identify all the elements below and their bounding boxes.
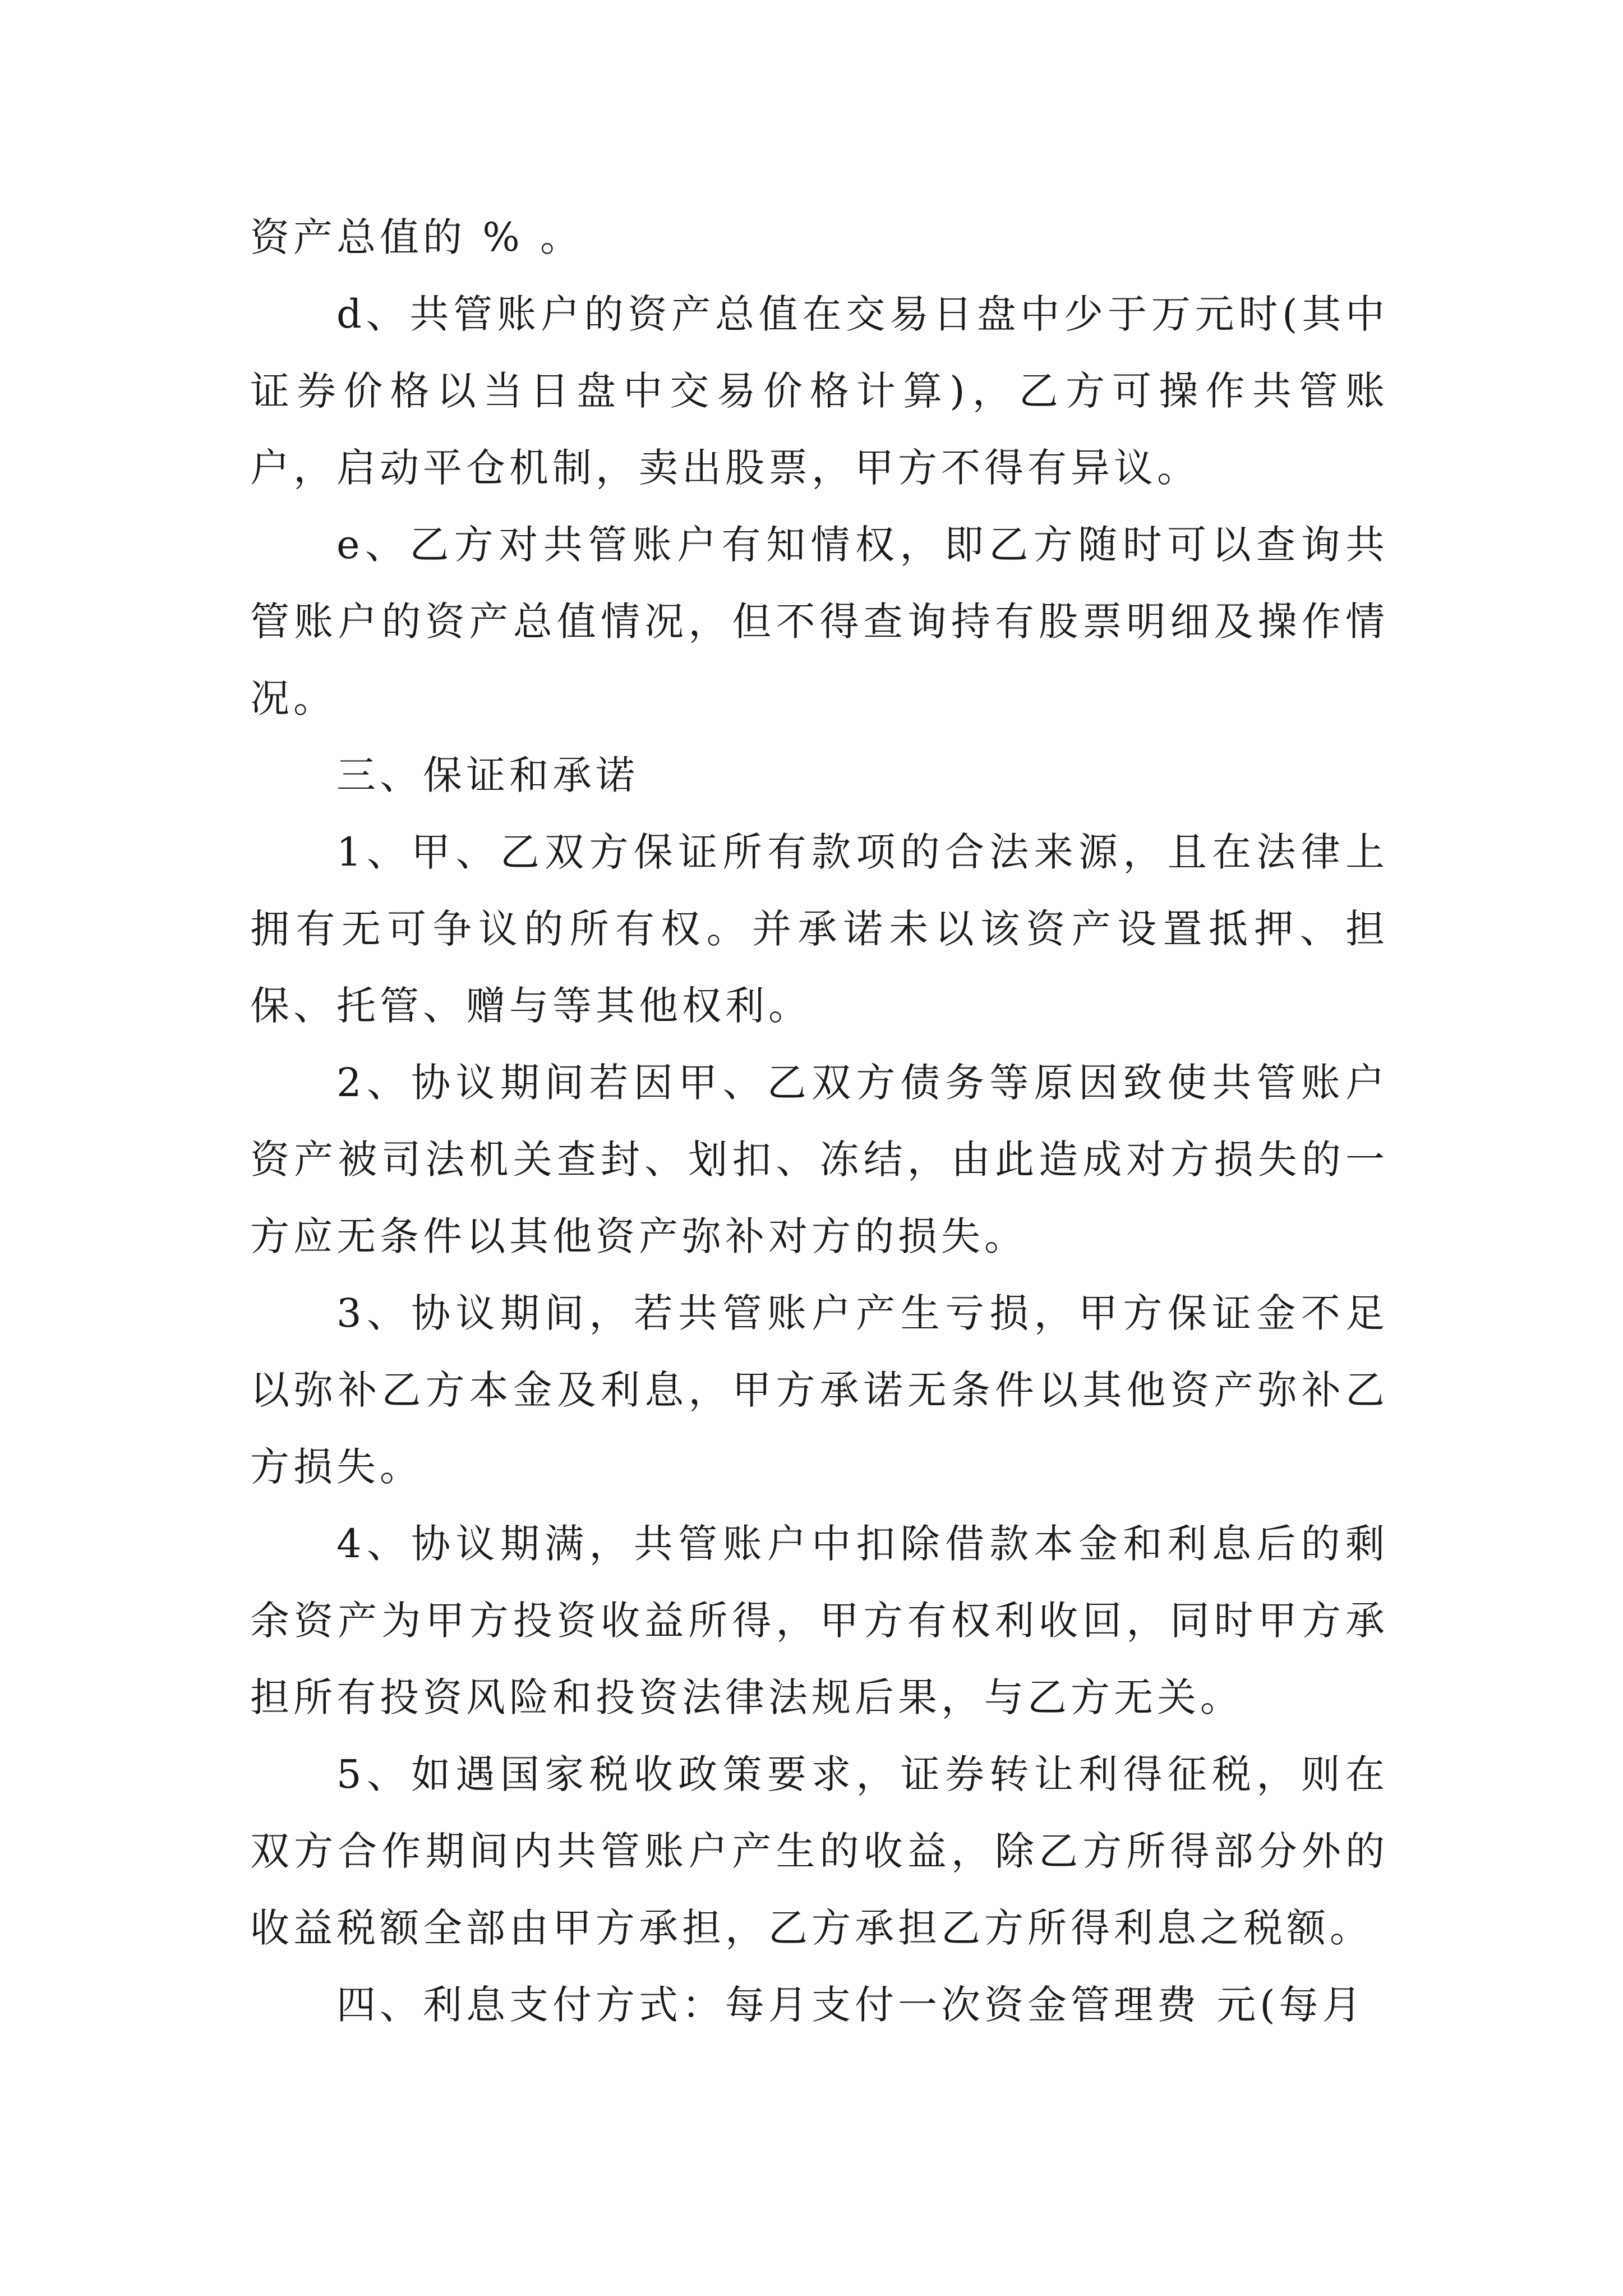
document-body bbox=[250, 199, 1389, 2044]
paragraph-clause-d: d、共管账户的资产总值在交易日盘中少于万元时(其中证券价格以当日盘中交易价格计算)，乙方可操作共管账户，启动平仓机制，卖出股票，甲方不得有异议。 bbox=[250, 291, 1389, 491]
paragraph-item-3: 3、协议期间，若共管账户产生亏损，甲方保证金不足以弥补乙方本金及利息，甲方承诺无条件以其他资产弥补乙方损失。 bbox=[250, 1290, 1389, 1490]
paragraph-item-1: 1、甲、乙双方保证所有款项的合法来源，且在法律上拥有无可争议的所有权。并承诺未以该资产设置抵押、担保、托管、赠与等其他权利。 bbox=[250, 829, 1389, 1029]
section-heading-guarantees: 三、保证和承诺 bbox=[336, 752, 639, 798]
paragraph-item-2: 2、协议期间若因甲、乙双方债务等原因致使共管账户资产被司法机关查封、划扣、冻结，由此造成对方损失的一方应无条件以其他资产弥补对方的损失。 bbox=[250, 1060, 1389, 1259]
paragraph-clause-e: e、乙方对共管账户有知情权，即乙方随时可以查询共管账户的资产总值情况，但不得查询持有股票明细及操作情况。 bbox=[250, 522, 1389, 721]
paragraph-item-4: 4、协议期满，共管账户中扣除借款本金和利息后的剩余资产为甲方投资收益所得，甲方有权利收回，同时甲方承担所有投资风险和投资法律法规后果，与乙方无关。 bbox=[250, 1521, 1389, 1720]
paragraph-continuation: 资产总值的 % 。 bbox=[250, 214, 584, 260]
section-heading-interest-payment: 四、利息支付方式：每月支付一次资金管理费 元(每月 bbox=[336, 1982, 1366, 2028]
paragraph-item-5: 5、如遇国家税收政策要求，证券转让利得征税，则在双方合作期间内共管账户产生的收益，除乙方所得部分外的收益税额全部由甲方承担，乙方承担乙方所得利息之税额。 bbox=[250, 1751, 1389, 1951]
